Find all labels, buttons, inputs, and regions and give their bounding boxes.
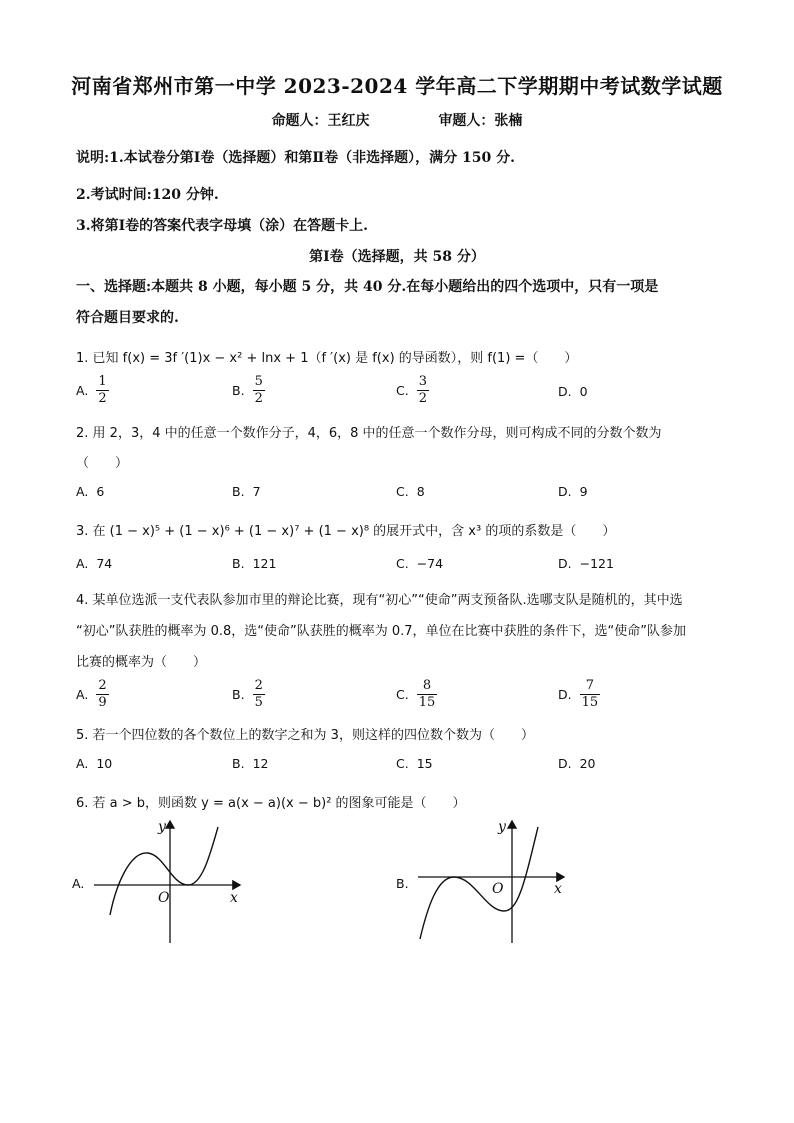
q3-option-c[interactable]: C. −74 (396, 556, 444, 571)
question-2-stem: 2. 用 2，3，4 中的任意一个数作分子，4，6，8 中的任意一个数作分母，则可构成不同的分数个数为 (76, 426, 662, 441)
question-6-stem: 6. 若 a > b，则函数 y = a(x − a)(x − b)² 的图象可能是（ ） (76, 796, 466, 811)
fraction: $\frac{1}{2}$ (98, 374, 107, 406)
origin-label: O (158, 890, 170, 906)
q6-option-a-graph[interactable] (90, 815, 250, 945)
x-axis-label: x (230, 890, 238, 906)
note-2: 2.考试时间:120 分钟. (76, 187, 219, 203)
q6-option-a-label[interactable]: A. (72, 876, 85, 891)
q6-option-b-graph[interactable] (414, 815, 574, 945)
fraction: $\frac{3}{2}$ (418, 374, 427, 406)
authors-line (0, 110, 794, 130)
q2-option-a[interactable]: A. 6 (76, 484, 105, 499)
q1-option-c[interactable]: C. $\frac{3}{2}$ (396, 374, 427, 406)
part-intro-line2: 符合题目要求的. (76, 310, 179, 326)
q1-option-a[interactable]: A. $\frac{1}{2}$ (76, 374, 107, 406)
y-axis-label: y (158, 819, 166, 835)
part-intro-line1: 一、选择题:本题共 8 小题，每小题 5 分，共 40 分.在每小题给出的四个选项中，只有一项是 (76, 279, 659, 295)
question-4-stem: 4. 某单位选派一支代表队参加市里的辩论比赛，现有“初心”“使命”两支预备队.选哪支队是随机的，其中选 (76, 593, 683, 608)
section-title: 第Ⅰ卷（选择题，共 58 分） (309, 249, 485, 265)
question-5-stem: 5. 若一个四位数的各个数位上的数字之和为 3，则这样的四位数个数为（ ） (76, 728, 534, 743)
q5-option-a[interactable]: A. 10 (76, 756, 113, 771)
q3-option-d[interactable]: D. −121 (558, 556, 614, 571)
fraction: $\frac{8}{15}$ (418, 678, 436, 710)
page-title: 河南省郑州市第一中学 2023-2024 学年高二下学期期中考试数学试题 (71, 74, 723, 98)
q2-option-d[interactable]: D. 9 (558, 484, 588, 499)
q6-option-b-label[interactable]: B. (396, 876, 409, 891)
q4-option-b[interactable]: B. $\frac{2}{5}$ (232, 678, 263, 710)
fraction: $\frac{5}{2}$ (254, 374, 263, 406)
note-1: 说明:1.本试卷分第Ⅰ卷（选择题）和第Ⅱ卷（非选择题），满分 150 分. (76, 150, 515, 166)
question-4-stem-cont2: 比赛的概率为（ ） (76, 655, 207, 670)
q2-option-c[interactable]: C. 8 (396, 484, 425, 499)
q4-option-a[interactable]: A. $\frac{2}{9}$ (76, 678, 107, 710)
q3-option-a[interactable]: A. 74 (76, 556, 113, 571)
fraction: $\frac{2}{9}$ (98, 678, 107, 710)
q1-option-d[interactable]: D. 0 (558, 384, 588, 399)
q4-option-d[interactable]: D. $\frac{7}{15}$ (558, 678, 599, 710)
question-4-stem-cont: “初心”队获胜的概率为 0.8，选“使命”队获胜的概率为 0.7，单位在比赛中获胜的条件下，选“使命”队参加 (76, 624, 687, 639)
q2-option-b[interactable]: B. 7 (232, 484, 261, 499)
q3-option-b[interactable]: B. 121 (232, 556, 277, 571)
fraction: $\frac{7}{15}$ (581, 678, 599, 710)
q1-option-b[interactable]: B. $\frac{5}{2}$ (232, 374, 263, 406)
note-3: 3.将第Ⅰ卷的答案代表字母填（涂）在答题卡上. (76, 218, 369, 234)
question-1-stem: 1. 已知 f(x) = 3f ′(1)x − x² + lnx + 1（f ′(x) 是 f(x) 的导函数），则 f(1) =（ ） (76, 351, 578, 366)
y-axis-label: y (498, 819, 506, 835)
setter-name: 命题人：王红庆 (271, 113, 370, 129)
q5-option-b[interactable]: B. 12 (232, 756, 269, 771)
question-2-stem-cont: （ ） (76, 456, 129, 471)
origin-label: O (492, 881, 504, 897)
reviewer-name: 审题人：张楠 (438, 113, 523, 129)
q5-option-d[interactable]: D. 20 (558, 756, 596, 771)
q5-option-c[interactable]: C. 15 (396, 756, 433, 771)
curve (420, 827, 538, 939)
fraction: $\frac{2}{5}$ (254, 678, 263, 710)
x-axis-label: x (554, 881, 562, 897)
question-3-stem: 3. 在 (1 − x)⁵ + (1 − x)⁶ + (1 − x)⁷ + (1 − x)⁸ 的展开式中，含 x³ 的项的系数是（ ） (76, 524, 616, 539)
q4-option-c[interactable]: C. $\frac{8}{15}$ (396, 678, 436, 710)
